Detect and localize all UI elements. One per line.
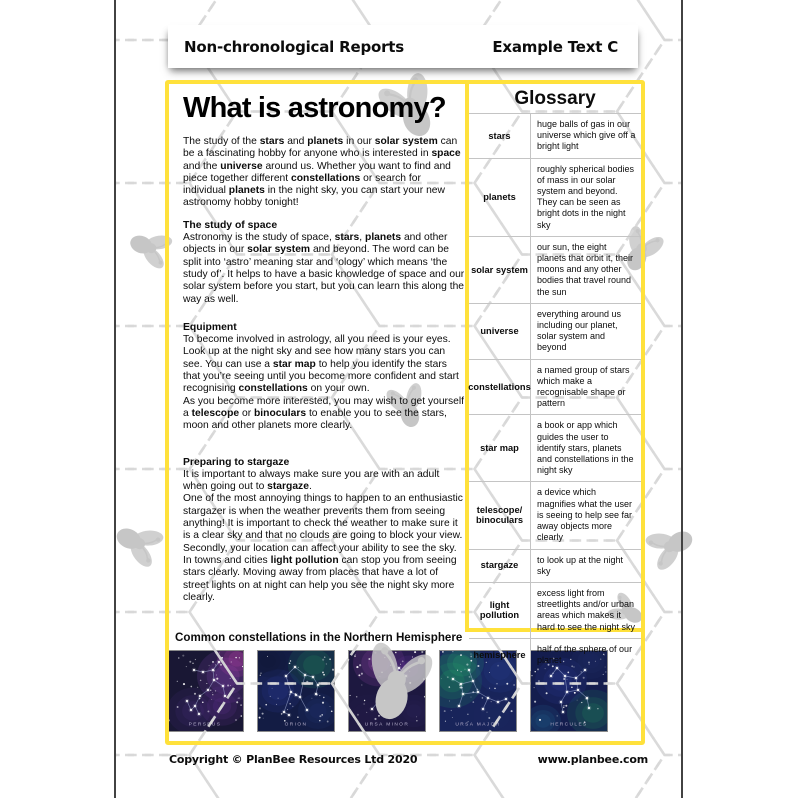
glossary-panel (465, 84, 641, 665)
glossary-definition: to look up at the night sky (537, 554, 624, 576)
article (183, 92, 465, 604)
glossary-definition: excess light from streetlights and/or urban areas which makes it hard to see the night sky (537, 587, 636, 632)
header-bar (168, 25, 638, 68)
glossary-term: stars (469, 114, 531, 158)
section-heading: The study of space (183, 219, 278, 231)
glossary-term: constellations (469, 360, 531, 415)
glossary-title: Glossary (469, 84, 641, 114)
glossary-row (469, 237, 641, 304)
header-right-label: Example Text C (492, 37, 618, 56)
article-body (183, 136, 465, 604)
glossary-row (469, 583, 641, 639)
glossary-term: stargaze (469, 550, 531, 582)
glossary-definition: huge balls of gas in our universe which give off a bright light (537, 119, 636, 152)
constellation-caption: URSA MINOR (364, 722, 410, 728)
paragraph: Astronomy is the study of space, stars, planets and other objects in our solar system and beyond. The word can be split into ‘astro’ meaning star and ‘ology’ which means ‘the study of’. It helps to have a basic knowledge of space and our solar system before you start, but you can learn this along the way as well. (183, 232, 465, 305)
glossary-row (469, 639, 641, 671)
glossary-row (469, 550, 641, 583)
glossary-row (469, 159, 641, 237)
paragraph: The study of the stars and planets in our solar system can be a fascinating hobby for anyone who is interested in space and the universe around us. Whether you want to find and piece together different constellations or search for individual planets in the night sky, you can start your new astronomy hobby tonight! (183, 136, 461, 209)
glossary-definition: half of the sphere of our planet (537, 643, 633, 665)
header-left-label: Non-chronological Reports (184, 37, 404, 56)
glossary-definition: a device which magnifies what the user is seeing to help see far away objects more clearly (537, 487, 633, 543)
section-heading: Preparing to stargaze (183, 456, 290, 468)
glossary-term: light pollution (469, 583, 531, 638)
glossary-term: solar system (469, 237, 531, 303)
constellation-caption: HERCULES (550, 722, 588, 728)
constellation-caption: PERSEUS (188, 722, 222, 728)
paragraph: One of the most annoying things to happen to an enthusiastic stargazer is when the weather prevents them from seeing anything! It is important to check the weather to make sure it is a clear sky and that no clouds are going to block your view. Secondly, your location can affect your ability to see the sky. In towns and cities light pollution can stop you from seeing stars clearly. Moving away from places that have a lot of street lights on at night can help you see the night sky more clearly. (183, 493, 463, 603)
glossary-definition: a named group of stars which make a recognisable shape or pattern (537, 364, 630, 409)
constellation-caption: ORION (284, 722, 308, 728)
glossary-row (469, 114, 641, 159)
paragraph: As you become more interested, you may wish to get yourself a telescope or binoculars to enable you to see the stars, moon and other planets more clearly. (183, 395, 465, 432)
section-heading: Equipment (183, 321, 237, 333)
paragraph: It is important to always make sure you are with an adult when going out to stargaze. (183, 468, 440, 493)
paragraph: To become involved in astrology, all you need is your eyes. Look up at the night sky and see how many stars you can see. You can use a star map to help you identify the stars that you’re seeing until you become more confident and start recognising constellations on your own. (183, 334, 459, 395)
page-border-left (114, 0, 116, 798)
glossary-row (469, 415, 641, 482)
glossary-definition: everything around us including our planet, solar system and beyond (537, 308, 622, 353)
glossary-row (469, 360, 641, 416)
glossary-definition: our sun, the eight planets that orbit it, their moons and any other bodies that travel round the sun (537, 241, 634, 297)
footer-copyright: Copyright © PlanBee Resources Ltd 2020 (169, 753, 418, 766)
glossary-row (469, 304, 641, 360)
article-title: What is astronomy? (183, 92, 446, 124)
glossary-definition: a book or app which guides the user to identify stars, planets and constellations in the night sky (537, 420, 634, 476)
content-box (165, 80, 645, 745)
glossary-term: telescope/ binoculars (469, 482, 531, 548)
page-border-right (681, 0, 683, 798)
constellation-caption: URSA MAJOR (455, 722, 501, 728)
constellations-heading: Common constellations in the Northern Hemisphere (175, 631, 463, 644)
glossary-row (469, 482, 641, 549)
glossary-term: star map (469, 415, 531, 481)
glossary-term: universe (469, 304, 531, 359)
footer-website: www.planbee.com (537, 753, 648, 766)
glossary-term: planets (469, 159, 531, 236)
glossary-term: hemisphere (469, 639, 531, 671)
glossary-definition: roughly spherical bodies of mass in our solar system and beyond. They can be seen as bright dots in the night sky (537, 163, 635, 230)
